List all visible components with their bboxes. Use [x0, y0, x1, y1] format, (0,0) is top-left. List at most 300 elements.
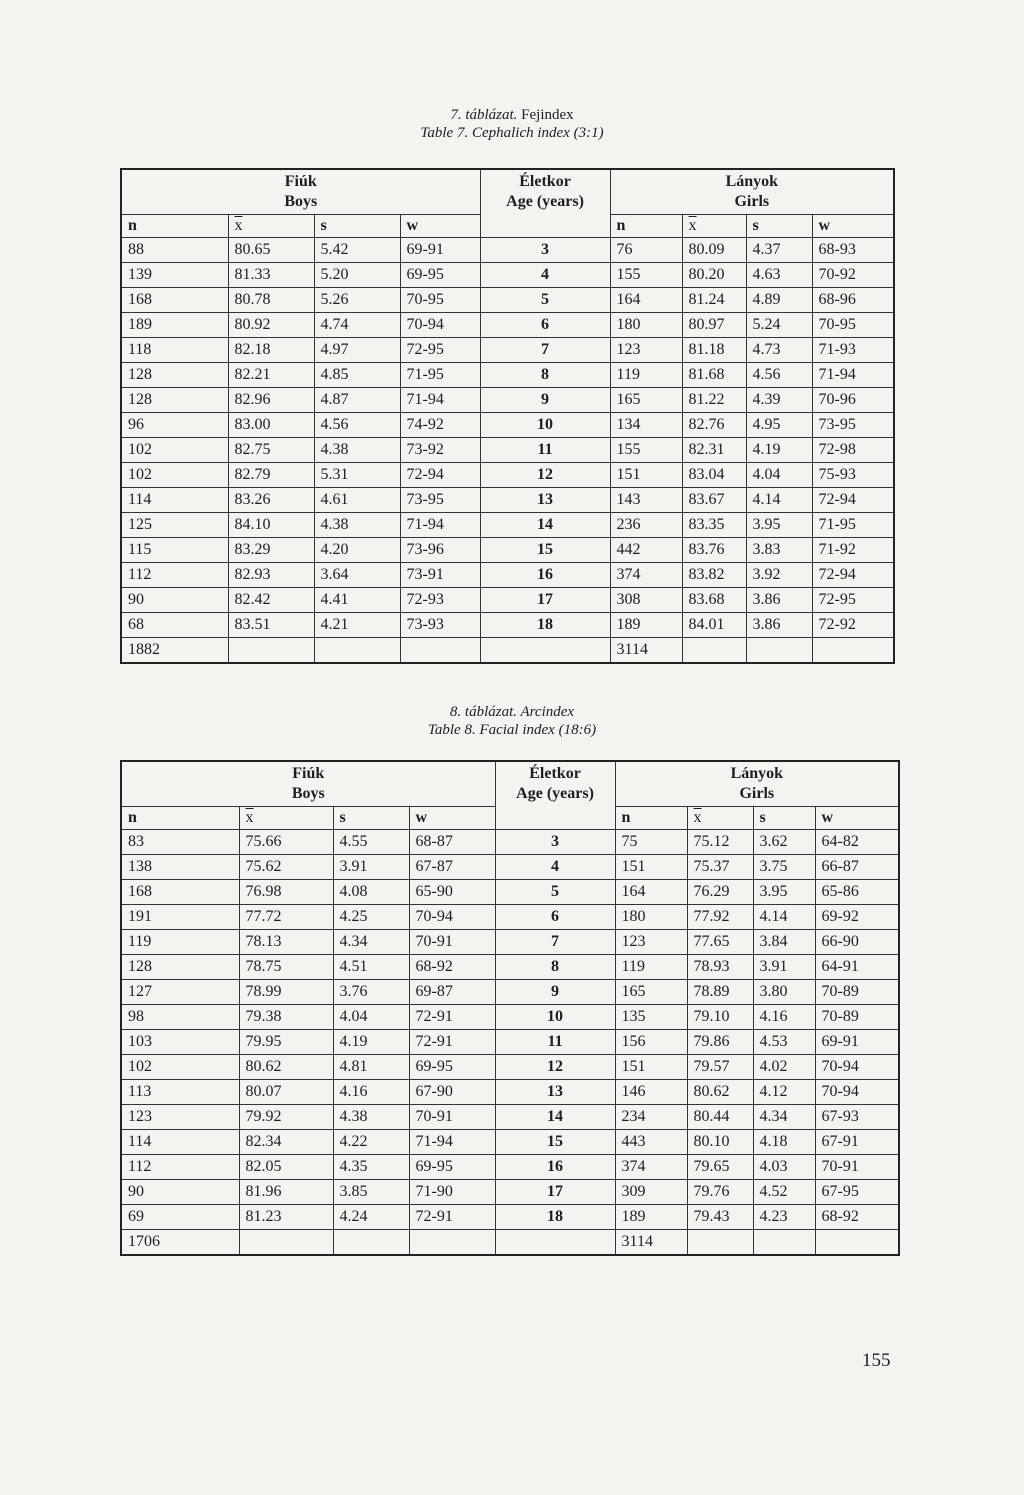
boys-sd-cell: 4.38: [314, 513, 400, 538]
boys-n-cell: 102: [121, 463, 228, 488]
girls-sd-cell: 4.04: [746, 463, 812, 488]
col-range: w: [409, 807, 495, 830]
girls-mean-cell: 83.35: [682, 513, 746, 538]
boys-mean-cell: 80.07: [239, 1080, 333, 1105]
girls-n-cell: 234: [615, 1105, 687, 1130]
age-cell: 11: [495, 1030, 615, 1055]
table-row: [121, 830, 899, 855]
boys-n-cell: 138: [121, 855, 239, 880]
girls-sd-cell: 4.18: [753, 1130, 815, 1155]
girls-mean-cell: 79.57: [687, 1055, 753, 1080]
girls-n-cell: 76: [610, 238, 682, 263]
boys-sd-cell: 4.16: [333, 1080, 409, 1105]
age-cell: 15: [480, 538, 610, 563]
col-age-blank: [480, 215, 610, 238]
table-row: [121, 588, 894, 613]
girls-range-cell: 65-86: [815, 880, 899, 905]
boys-sd-cell: 4.21: [314, 613, 400, 638]
boys-range-cell: 70-94: [409, 905, 495, 930]
table-row: [121, 563, 894, 588]
boys-mean-cell: 75.66: [239, 830, 333, 855]
boys-sd-cell: 5.26: [314, 288, 400, 313]
girls-sd-cell: 3.95: [753, 880, 815, 905]
girls-range-cell: 72-94: [812, 488, 894, 513]
age-cell: 7: [480, 338, 610, 363]
boys-mean-cell: 75.62: [239, 855, 333, 880]
girls-mean-cell: 79.76: [687, 1180, 753, 1205]
boys-sd-cell: 4.51: [333, 955, 409, 980]
boys-range-cell: 67-87: [409, 855, 495, 880]
girls-n-cell: 123: [615, 930, 687, 955]
age-header: [495, 761, 615, 807]
table7-body: [121, 238, 894, 638]
girls-n-cell: 374: [610, 563, 682, 588]
boys-n-cell: 90: [121, 1180, 239, 1205]
table-row: [121, 338, 894, 363]
table8-header-row: [121, 761, 899, 807]
girls-hu: Lányok: [725, 173, 779, 190]
table7-header-row: [121, 169, 894, 215]
girls-mean-cell: 83.04: [682, 463, 746, 488]
mean-symbol: $\overline{x}$: [693, 809, 702, 826]
girls-sd-cell: 4.16: [753, 1005, 815, 1030]
girls-range-cell: 75-93: [812, 463, 894, 488]
girls-mean-cell: 83.68: [682, 588, 746, 613]
girls-mean-cell: 80.10: [687, 1130, 753, 1155]
table8-body: [121, 830, 899, 1230]
girls-n-cell: 119: [615, 955, 687, 980]
boys-sd-cell: 4.20: [314, 538, 400, 563]
table-row: [121, 613, 894, 638]
girls-mean-cell: 83.76: [682, 538, 746, 563]
boys-sd-cell: 3.91: [333, 855, 409, 880]
boys-mean-cell: 82.21: [228, 363, 314, 388]
col-sd: s: [746, 215, 812, 238]
boys-range-cell: 65-90: [409, 880, 495, 905]
boys-n-cell: 139: [121, 263, 228, 288]
boys-sd-cell: 4.41: [314, 588, 400, 613]
table8-facial-index: [120, 760, 900, 1256]
girls-sd-cell: 4.52: [753, 1180, 815, 1205]
girls-mean-cell: 75.12: [687, 830, 753, 855]
girls-header: [610, 169, 894, 215]
boys-n-cell: 102: [121, 438, 228, 463]
age-cell: 6: [480, 313, 610, 338]
girls-range-cell: 68-96: [812, 288, 894, 313]
girls-n-cell: 443: [615, 1130, 687, 1155]
girls-mean-cell: 81.68: [682, 363, 746, 388]
girls-range-cell: 70-96: [812, 388, 894, 413]
girls-range-cell: 64-82: [815, 830, 899, 855]
boys-header: [121, 169, 480, 215]
col-range: w: [812, 215, 894, 238]
table-row: [121, 413, 894, 438]
girls-range-cell: 69-92: [815, 905, 899, 930]
boys-mean-cell: 82.96: [228, 388, 314, 413]
boys-mean-cell: 82.75: [228, 438, 314, 463]
boys-sd-cell: 4.34: [333, 930, 409, 955]
table7-caption-en: Table 7. Cephalich index (3:1): [420, 125, 604, 141]
girls-sd-cell: 4.23: [753, 1205, 815, 1230]
table-row: [121, 238, 894, 263]
boys-range-cell: 73-96: [400, 538, 480, 563]
boys-range-cell: 72-95: [400, 338, 480, 363]
boys-mean-cell: 79.95: [239, 1030, 333, 1055]
girls-range-cell: 67-95: [815, 1180, 899, 1205]
girls-mean-cell: 80.09: [682, 238, 746, 263]
girls-range-cell: 72-95: [812, 588, 894, 613]
boys-sd-cell: 4.08: [333, 880, 409, 905]
boys-range-cell: 74-92: [400, 413, 480, 438]
girls-mean-cell: 80.20: [682, 263, 746, 288]
girls-mean-cell: 83.67: [682, 488, 746, 513]
girls-mean-cell: 81.22: [682, 388, 746, 413]
boys-n-cell: 90: [121, 588, 228, 613]
boys-n-cell: 112: [121, 563, 228, 588]
col-n: n: [121, 215, 228, 238]
boys-range-cell: 71-94: [409, 1130, 495, 1155]
girls-sd-cell: 4.12: [753, 1080, 815, 1105]
boys-mean-cell: 80.62: [239, 1055, 333, 1080]
age-cell: 9: [480, 388, 610, 413]
table-row: [121, 388, 894, 413]
age-cell: 12: [480, 463, 610, 488]
table-row: [121, 363, 894, 388]
table-row: [121, 263, 894, 288]
age-header: [480, 169, 610, 215]
mean-symbol: $\overline{x}$: [245, 809, 254, 826]
girls-en: Girls: [739, 785, 775, 802]
boys-sd-cell: 5.31: [314, 463, 400, 488]
girls-mean-cell: 81.18: [682, 338, 746, 363]
girls-n-cell: 189: [615, 1205, 687, 1230]
girls-range-cell: 70-91: [815, 1155, 899, 1180]
age-cell: 6: [495, 905, 615, 930]
boys-mean-cell: 82.79: [228, 463, 314, 488]
girls-mean-cell: 78.93: [687, 955, 753, 980]
age-en: Age (years): [506, 193, 584, 211]
age-en: Age (years): [516, 785, 594, 803]
boys-sd-cell: 4.22: [333, 1130, 409, 1155]
table7-caption: [0, 106, 1024, 142]
boys-range-cell: 71-95: [400, 363, 480, 388]
boys-range-cell: 69-95: [400, 263, 480, 288]
girls-range-cell: 71-95: [812, 513, 894, 538]
boys-mean-cell: 81.33: [228, 263, 314, 288]
girls-n-cell: 151: [610, 463, 682, 488]
girls-n-cell: 236: [610, 513, 682, 538]
girls-mean-cell: 79.86: [687, 1030, 753, 1055]
age-cell: 5: [495, 880, 615, 905]
table-row: [121, 538, 894, 563]
boys-mean-cell: 80.78: [228, 288, 314, 313]
girls-range-cell: 70-89: [815, 980, 899, 1005]
boys-n-cell: 127: [121, 980, 239, 1005]
girls-n-cell: 309: [615, 1180, 687, 1205]
boys-range-cell: 72-93: [400, 588, 480, 613]
boys-n-cell: 103: [121, 1030, 239, 1055]
boys-mean-cell: 83.29: [228, 538, 314, 563]
table-row: [121, 930, 899, 955]
boys-n-cell: 112: [121, 1155, 239, 1180]
boys-n-cell: 69: [121, 1205, 239, 1230]
girls-range-cell: 68-92: [815, 1205, 899, 1230]
boys-range-cell: 70-91: [409, 930, 495, 955]
col-age-blank: [495, 807, 615, 830]
age-cell: 7: [495, 930, 615, 955]
boys-hu: Fiúk: [284, 173, 317, 190]
boys-n-cell: 128: [121, 955, 239, 980]
total-girls-n: 3114: [615, 1230, 687, 1256]
girls-n-cell: 442: [610, 538, 682, 563]
table8-caption-hu: 8. táblázat. Arcindex: [449, 704, 575, 720]
boys-n-cell: 128: [121, 363, 228, 388]
girls-range-cell: 70-89: [815, 1005, 899, 1030]
boys-mean-cell: 79.38: [239, 1005, 333, 1030]
boys-sd-cell: 4.85: [314, 363, 400, 388]
boys-range-cell: 71-94: [400, 388, 480, 413]
boys-mean-cell: 82.34: [239, 1130, 333, 1155]
age-cell: 15: [495, 1130, 615, 1155]
girls-mean-cell: 76.29: [687, 880, 753, 905]
girls-hu: Lányok: [730, 765, 784, 782]
total-boys-n: 1882: [121, 638, 228, 664]
table-row: [121, 1205, 899, 1230]
girls-sd-cell: 4.53: [753, 1030, 815, 1055]
girls-mean-cell: 77.92: [687, 905, 753, 930]
boys-n-cell: 83: [121, 830, 239, 855]
boys-mean-cell: 84.10: [228, 513, 314, 538]
page-number: 155: [862, 1350, 891, 1371]
table-row: [121, 855, 899, 880]
boys-range-cell: 69-95: [409, 1055, 495, 1080]
boys-sd-cell: 4.25: [333, 905, 409, 930]
girls-mean-cell: 82.31: [682, 438, 746, 463]
boys-header: [121, 761, 495, 807]
col-mean: [228, 215, 314, 238]
boys-sd-cell: 4.97: [314, 338, 400, 363]
boys-range-cell: 68-87: [409, 830, 495, 855]
boys-sd-cell: 4.38: [333, 1105, 409, 1130]
boys-range-cell: 72-91: [409, 1030, 495, 1055]
girls-range-cell: 68-93: [812, 238, 894, 263]
boys-range-cell: 67-90: [409, 1080, 495, 1105]
girls-range-cell: 70-92: [812, 263, 894, 288]
girls-n-cell: 165: [610, 388, 682, 413]
boys-n-cell: 115: [121, 538, 228, 563]
table-row: [121, 513, 894, 538]
girls-sd-cell: 4.37: [746, 238, 812, 263]
girls-range-cell: 71-92: [812, 538, 894, 563]
girls-n-cell: 180: [610, 313, 682, 338]
table7-total-row: [121, 638, 894, 664]
boys-range-cell: 70-91: [409, 1105, 495, 1130]
age-hu: Életkor: [529, 765, 581, 783]
boys-n-cell: 128: [121, 388, 228, 413]
girls-n-cell: 156: [615, 1030, 687, 1055]
boys-sd-cell: 3.76: [333, 980, 409, 1005]
girls-en: Girls: [734, 193, 770, 210]
table-row: [121, 955, 899, 980]
boys-n-cell: 123: [121, 1105, 239, 1130]
boys-mean-cell: 78.13: [239, 930, 333, 955]
girls-mean-cell: 79.10: [687, 1005, 753, 1030]
girls-range-cell: 73-95: [812, 413, 894, 438]
boys-sd-cell: 4.35: [333, 1155, 409, 1180]
boys-n-cell: 113: [121, 1080, 239, 1105]
boys-en: Boys: [291, 785, 325, 802]
girls-sd-cell: 4.95: [746, 413, 812, 438]
girls-sd-cell: 3.62: [753, 830, 815, 855]
boys-mean-cell: 79.92: [239, 1105, 333, 1130]
table-row: [121, 438, 894, 463]
boys-range-cell: 71-90: [409, 1180, 495, 1205]
girls-range-cell: 69-91: [815, 1030, 899, 1055]
boys-n-cell: 68: [121, 613, 228, 638]
age-cell: 5: [480, 288, 610, 313]
girls-n-cell: 135: [615, 1005, 687, 1030]
girls-n-cell: 123: [610, 338, 682, 363]
col-mean: [239, 807, 333, 830]
boys-range-cell: 72-91: [409, 1005, 495, 1030]
boys-sd-cell: 3.64: [314, 563, 400, 588]
boys-mean-cell: 80.92: [228, 313, 314, 338]
boys-range-cell: 69-95: [409, 1155, 495, 1180]
boys-sd-cell: 4.04: [333, 1005, 409, 1030]
girls-range-cell: 72-92: [812, 613, 894, 638]
girls-n-cell: 180: [615, 905, 687, 930]
boys-mean-cell: 81.23: [239, 1205, 333, 1230]
girls-mean-cell: 78.89: [687, 980, 753, 1005]
boys-sd-cell: 5.42: [314, 238, 400, 263]
boys-sd-cell: 4.61: [314, 488, 400, 513]
girls-mean-cell: 82.76: [682, 413, 746, 438]
age-cell: 3: [480, 238, 610, 263]
girls-sd-cell: 3.92: [746, 563, 812, 588]
girls-sd-cell: 3.83: [746, 538, 812, 563]
age-cell: 13: [495, 1080, 615, 1105]
table-row: [121, 905, 899, 930]
table8-total-row: [121, 1230, 899, 1256]
boys-n-cell: 119: [121, 930, 239, 955]
boys-sd-cell: 3.85: [333, 1180, 409, 1205]
girls-sd-cell: 4.14: [753, 905, 815, 930]
boys-mean-cell: 83.26: [228, 488, 314, 513]
girls-sd-cell: 3.86: [746, 588, 812, 613]
age-cell: 8: [480, 363, 610, 388]
girls-mean-cell: 79.65: [687, 1155, 753, 1180]
boys-mean-cell: 76.98: [239, 880, 333, 905]
mean-symbol: $\overline{x}$: [234, 217, 243, 234]
boys-n-cell: 168: [121, 880, 239, 905]
girls-range-cell: 70-94: [815, 1080, 899, 1105]
table-row: [121, 1005, 899, 1030]
girls-sd-cell: 4.34: [753, 1105, 815, 1130]
girls-range-cell: 70-94: [815, 1055, 899, 1080]
table-row: [121, 463, 894, 488]
girls-header: [615, 761, 899, 807]
boys-hu: Fiúk: [292, 765, 325, 782]
boys-mean-cell: 80.65: [228, 238, 314, 263]
girls-sd-cell: 4.39: [746, 388, 812, 413]
boys-mean-cell: 81.96: [239, 1180, 333, 1205]
table7-caption-hu-label: 7. táblázat.: [450, 107, 518, 123]
girls-range-cell: 72-94: [812, 563, 894, 588]
girls-range-cell: 71-93: [812, 338, 894, 363]
age-cell: 3: [495, 830, 615, 855]
girls-sd-cell: 3.75: [753, 855, 815, 880]
col-sd: s: [333, 807, 409, 830]
boys-n-cell: 88: [121, 238, 228, 263]
boys-sd-cell: 4.19: [333, 1030, 409, 1055]
age-cell: 4: [480, 263, 610, 288]
boys-n-cell: 96: [121, 413, 228, 438]
boys-range-cell: 73-93: [400, 613, 480, 638]
boys-range-cell: 72-91: [409, 1205, 495, 1230]
table-row: [121, 1055, 899, 1080]
col-n: n: [615, 807, 687, 830]
mean-symbol: $\overline{x}$: [688, 217, 697, 234]
girls-range-cell: 72-98: [812, 438, 894, 463]
girls-n-cell: 151: [615, 1055, 687, 1080]
girls-sd-cell: 4.73: [746, 338, 812, 363]
table-row: [121, 288, 894, 313]
boys-range-cell: 72-94: [400, 463, 480, 488]
girls-mean-cell: 81.24: [682, 288, 746, 313]
girls-mean-cell: 80.62: [687, 1080, 753, 1105]
table-row: [121, 1130, 899, 1155]
table-row: [121, 880, 899, 905]
girls-range-cell: 66-90: [815, 930, 899, 955]
table7-caption-hu-title: Fejindex: [521, 107, 574, 123]
age-cell: 9: [495, 980, 615, 1005]
boys-n-cell: 118: [121, 338, 228, 363]
boys-sd-cell: 5.20: [314, 263, 400, 288]
table8-caption: [0, 703, 1024, 739]
age-cell: 16: [480, 563, 610, 588]
girls-sd-cell: 4.63: [746, 263, 812, 288]
table-row: [121, 1105, 899, 1130]
boys-mean-cell: 82.18: [228, 338, 314, 363]
boys-n-cell: 125: [121, 513, 228, 538]
boys-range-cell: 73-92: [400, 438, 480, 463]
girls-mean-cell: 84.01: [682, 613, 746, 638]
girls-mean-cell: 75.37: [687, 855, 753, 880]
age-cell: 12: [495, 1055, 615, 1080]
boys-sd-cell: 4.81: [333, 1055, 409, 1080]
table-row: [121, 313, 894, 338]
boys-range-cell: 73-95: [400, 488, 480, 513]
boys-sd-cell: 4.74: [314, 313, 400, 338]
col-sd: s: [753, 807, 815, 830]
boys-mean-cell: 77.72: [239, 905, 333, 930]
girls-n-cell: 75: [615, 830, 687, 855]
girls-n-cell: 189: [610, 613, 682, 638]
table-row: [121, 1030, 899, 1055]
boys-n-cell: 189: [121, 313, 228, 338]
boys-range-cell: 70-95: [400, 288, 480, 313]
girls-n-cell: 155: [610, 438, 682, 463]
girls-sd-cell: 4.56: [746, 363, 812, 388]
girls-sd-cell: 3.86: [746, 613, 812, 638]
boys-mean-cell: 83.51: [228, 613, 314, 638]
boys-en: Boys: [284, 193, 318, 210]
girls-sd-cell: 3.95: [746, 513, 812, 538]
girls-n-cell: 308: [610, 588, 682, 613]
girls-n-cell: 374: [615, 1155, 687, 1180]
boys-mean-cell: 78.75: [239, 955, 333, 980]
age-cell: 8: [495, 955, 615, 980]
